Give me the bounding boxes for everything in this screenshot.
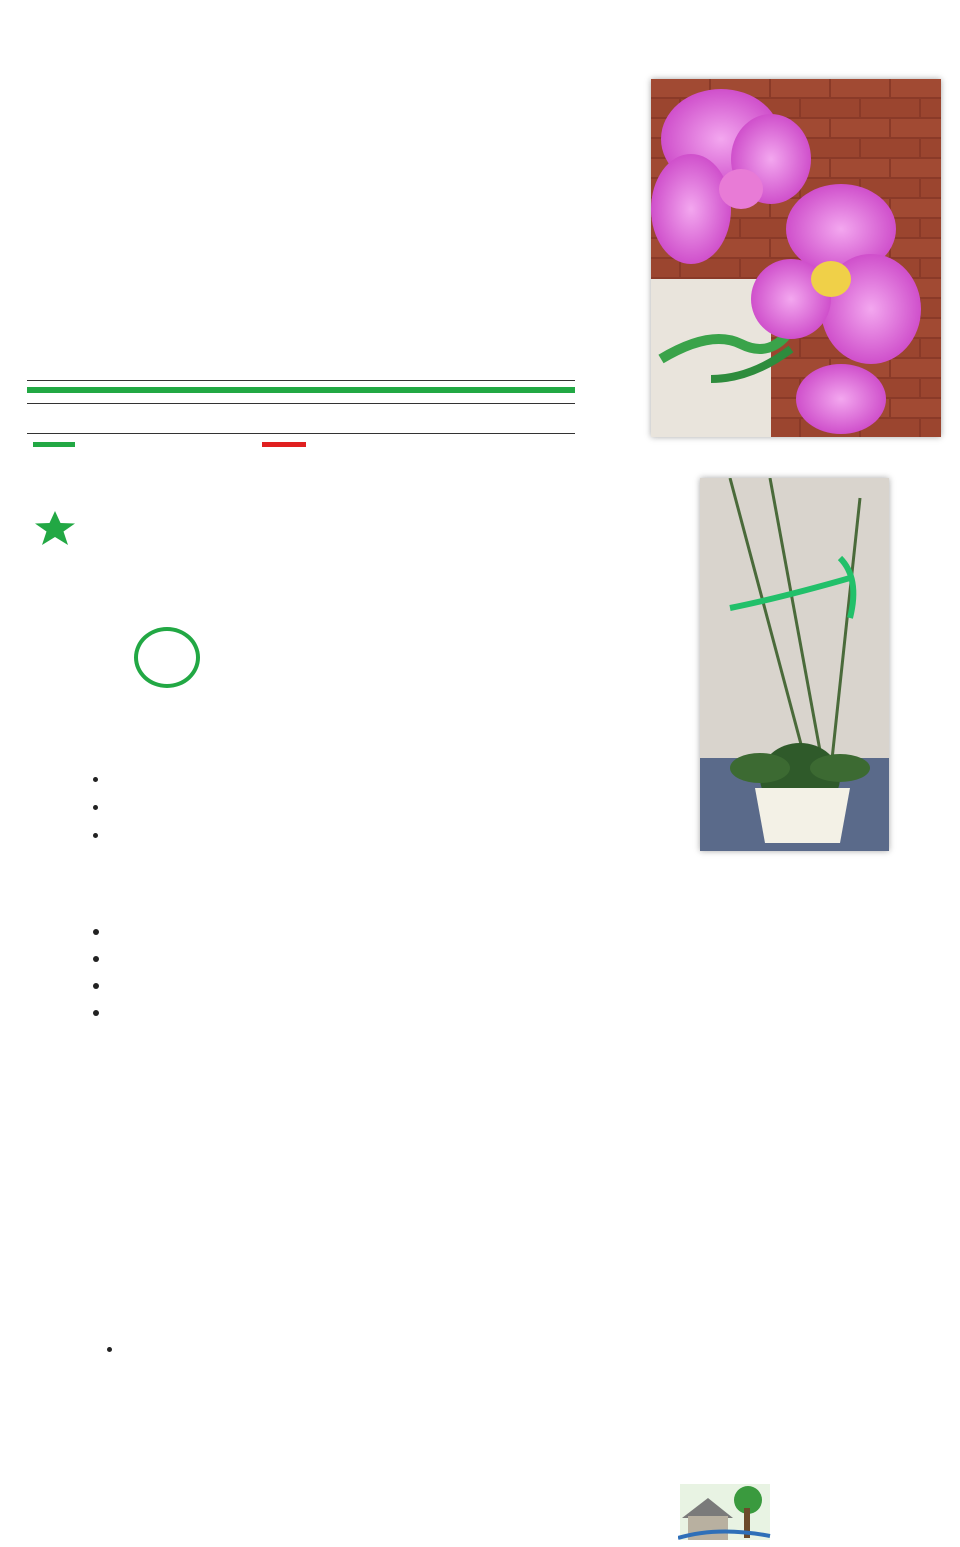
calendar-season-row bbox=[27, 403, 575, 434]
orchid-plant-photo bbox=[700, 478, 889, 851]
cost-selected-circle bbox=[134, 627, 200, 688]
list-item bbox=[111, 998, 942, 1025]
other-list bbox=[84, 1338, 924, 1360]
list-item bbox=[110, 793, 610, 821]
legend-possible-swatch bbox=[33, 442, 75, 447]
list-item bbox=[110, 765, 610, 793]
difficulty-star-icon bbox=[33, 511, 77, 550]
orchid-flower-photo bbox=[651, 79, 941, 437]
legend-season-swatch bbox=[262, 442, 306, 447]
calendar-possible-band bbox=[27, 387, 575, 393]
vihrea-veraja-logo bbox=[678, 1478, 950, 1542]
list-item bbox=[111, 944, 942, 971]
instructions-list bbox=[70, 917, 942, 1025]
list-item bbox=[111, 971, 942, 998]
supplies-list bbox=[70, 765, 610, 849]
list-item bbox=[124, 1338, 924, 1360]
list-item bbox=[110, 821, 610, 849]
calendar-months-row bbox=[27, 347, 575, 381]
list-item bbox=[111, 917, 942, 944]
